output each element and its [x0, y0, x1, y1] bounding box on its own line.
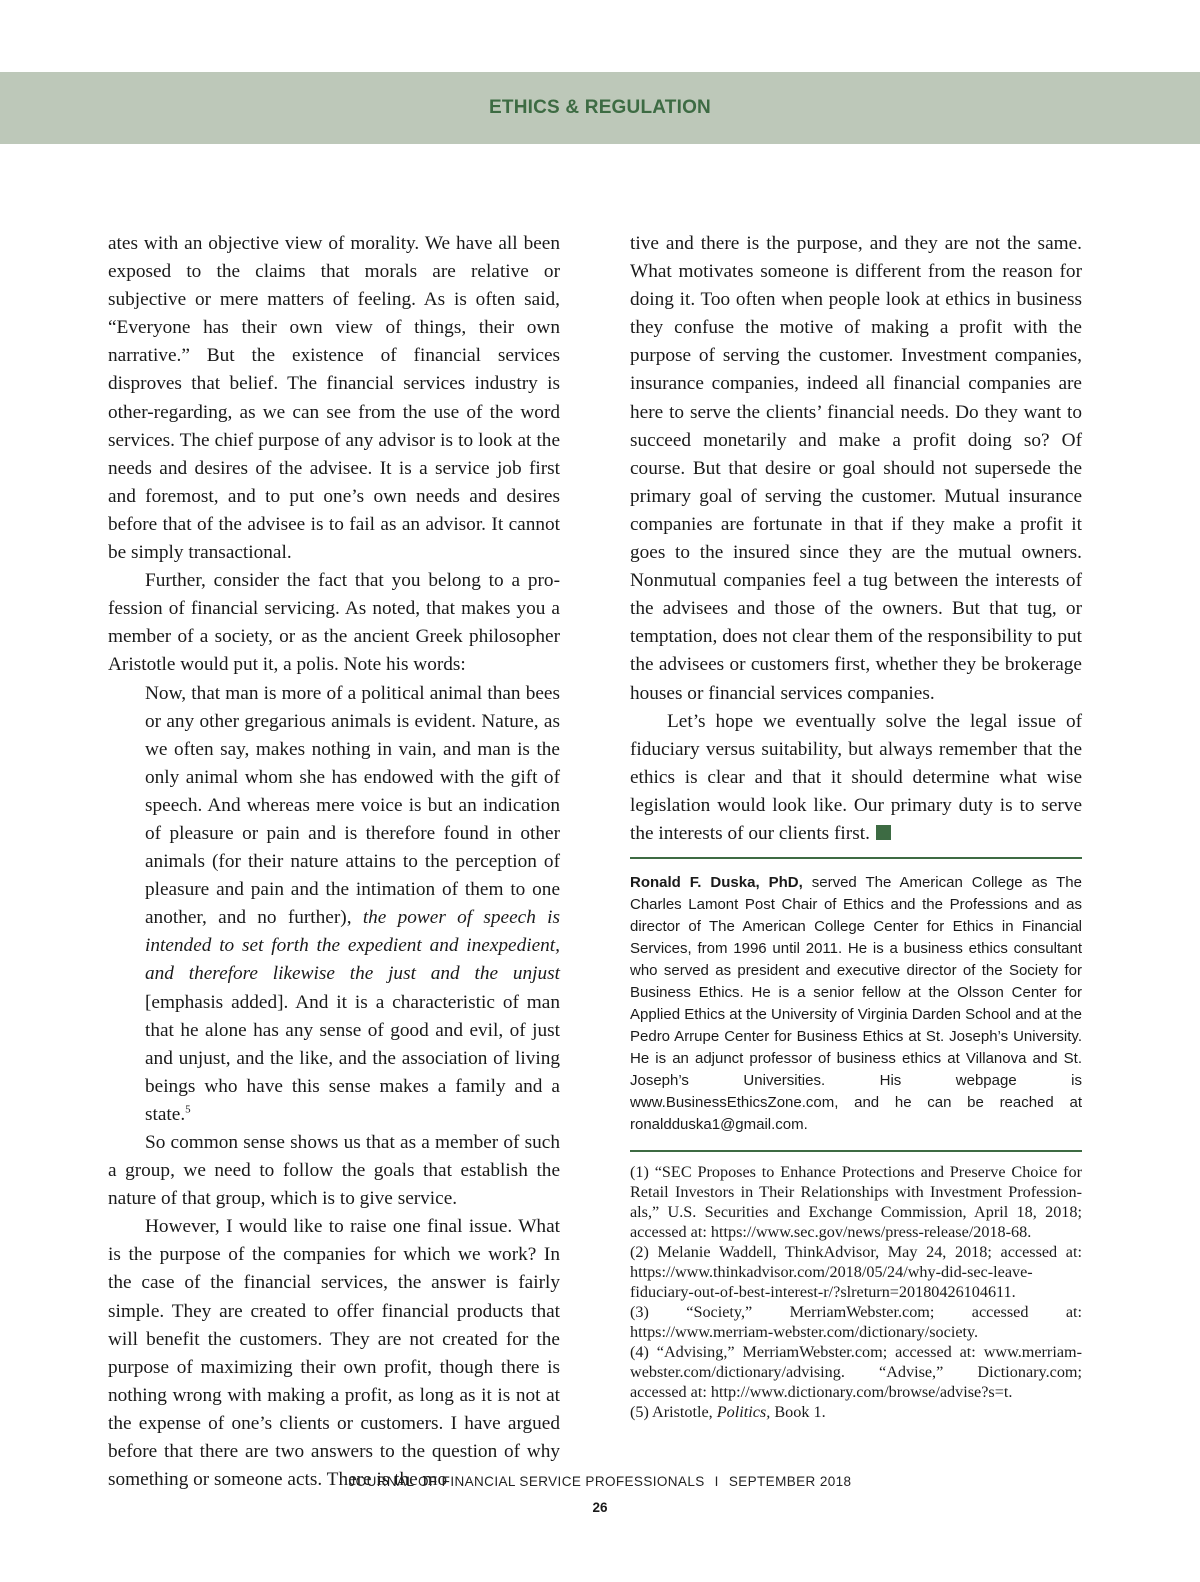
end-of-article-square-icon: [876, 825, 891, 840]
left-paragraph-2: Further, consider the fact that you belong to a profession of financial servicing. As noted, that makes you a member of a society, or as the ancient Greek philosopher Aristotle would put it, a polis. Note his words:: [108, 570, 560, 676]
left-paragraph-4: However, I would like to raise one final issue. What is the purpose of the companies for which we work? In the case of the financial services, the answer is fairly simple. They are created to offer financial products that will benefit the customers. They are not created for the purpose of maximizing their own profit, though there is nothing wrong with making a profit, as long as it is not at the expense of one’s clients or customers. I have argued before that there are two answers to the question of why something or someone acts. There is the mo: [108, 1216, 560, 1491]
author-bio: [630, 872, 1082, 1136]
issue-date: SEPTEMBER 2018: [728, 1474, 852, 1489]
endnote-5: [630, 1402, 1082, 1422]
left-column: [108, 230, 560, 1494]
author-bio-text: served The American College as The Charles Lamont Post Chair of Ethics and the Professions and as director of The American College Center for Ethics in Financial Services, from 1996 until 2011. He is a business ethics consultant who served as president and executive director of the Society for Business Ethics. He is a senior fellow at the Olsson Center for Applied Ethics at the University of Virginia Darden School and at the Pedro Arrupe Center for Business Ethics at St. Joseph’s University. He is an adjunct professor of business ethics at Villanova and St. Joseph’s Universities. His webpage is www.BusinessEthicsZone.com, and he can be reached at ronaldduska1@gmail.com.: [630, 874, 1082, 1133]
quote-text-a: Now, that man is more of a political animal than bees or any other gregarious animals is evident. Nature, as we often say, makes nothing in vain, and man is the only animal whom she has endowed with the gift of speech. And whereas mere voice is but an indication of pleasure or pain and is therefore found in other animals (for their nature attains to the perception of pleasure and pain and the intimation of them to one another, and no further),: [145, 682, 560, 929]
endnote-3: (3) “Society,” MerriamWebster.com; accessed at: https://www.merriam-webster.com/dictionary/society.: [630, 1303, 1082, 1341]
bio-divider: [630, 857, 1082, 859]
right-paragraph-1: tive and there is the purpose, and they are not the same. What motivates someone is different from the reason for doing it. Too often when people look at ethics in business they confuse the motive of making a profit with the purpose of serving the customer. Investment companies, insurance companies, indeed all financial companies are here to serve the clients’ financial needs. Do they want to succeed monetarily and make a profit doing so? Of course. But that desire or goal should not supersede the primary goal of serving the customer. Mutual insurance companies are fortunate in that if they make a profit it goes to the insured since they are the mutual owners. Nonmutual companies feel a tug between the interests of the advisees and those of the owners. But that tug, or temptation, does not clear them of the responsibility to put the advisees or customers first, whether they be brokerage houses or financial services companies.: [630, 233, 1082, 704]
endnotes: [630, 1162, 1082, 1422]
notes-divider: [630, 1150, 1082, 1152]
endnote-5-suffix: Book 1.: [770, 1403, 826, 1421]
endnote-5-title: Politics,: [716, 1403, 771, 1421]
footnote-ref-5: 5: [185, 1103, 191, 1116]
quote-emphasis: the power of speech is intended to set forth the expedient and inexpedient, and therefore likewise the just and the unjust: [145, 907, 561, 985]
right-column: [630, 230, 1082, 848]
journal-name: JOURNAL OF FINANCIAL SERVICE PROFESSIONALS: [348, 1474, 705, 1489]
section-title: ETHICS & REGULATION: [489, 97, 711, 118]
right-paragraph-2: [630, 708, 1082, 848]
aristotle-block-quote: [145, 680, 560, 1130]
left-paragraph-1: ates with an objective view of morality. We have all been exposed to the claims that morals are relative or subjective or mere matters of feeling. As is often said, “Everyone has their own view of things, their own narrative.” But the existence of financial services disproves that belief. The financial services industry is other-regarding, as we can see from the use of the word services. The chief purpose of any advisor is to look at the needs and desires of the advisee. It is a service job first and foremost, and to put one’s own needs and desires before that of the advisee is to fail as an advisor. It cannot be simply transactional.: [108, 233, 560, 564]
page-footer: [0, 1474, 1200, 1489]
endnote-5-prefix: (5) Aristotle,: [630, 1403, 717, 1421]
quote-text-b: [emphasis added]. And it is a characteristic of man that he alone has any sense of good and evil, of just and unjust, and the like, and the association of living beings who have this sense makes a family and a state.: [145, 991, 560, 1125]
endnote-1: (1) “SEC Proposes to Enhance Protections and Preserve Choice for Retail Investors in Their Relationships with Investment Professionals,” U.S. Securities and Exchange Commission, April 18, 2018; accessed at: https://www.sec.gov/news/press-release/2018-68.: [630, 1163, 1082, 1241]
footer-separator: I: [714, 1474, 719, 1489]
right-paragraph-2-text: Let’s hope we eventually solve the legal issue of fiduciary versus suitability, but always remember that the ethics is clear and that it should determine what wise legislation would look like. Our primary duty is to serve the interests of our clients first.: [630, 710, 1082, 844]
left-paragraph-3: So common sense shows us that as a member of such a group, we need to follow the goals that establish the nature of that group, which is to give service.: [108, 1132, 560, 1210]
endnote-2: (2) Melanie Waddell, ThinkAdvisor, May 24, 2018; accessed at: https://www.thinkadvisor.com/2018/05/24/why-did-sec-leave-fiduciary-out-of-best-interest-r/?slreturn=20180426104611.: [630, 1243, 1082, 1301]
author-name: Ronald F. Duska, PhD,: [630, 874, 803, 891]
section-header-band: [0, 72, 1200, 144]
page-number: 26: [592, 1500, 608, 1515]
endnote-4: (4) “Advising,” MerriamWebster.com; accessed at: www.merriam-webster.com/dictionary/advising. “Advise,” Dictionary.com; accessed at: http://www.dictionary.com/browse/advise?s=t.: [630, 1343, 1082, 1401]
